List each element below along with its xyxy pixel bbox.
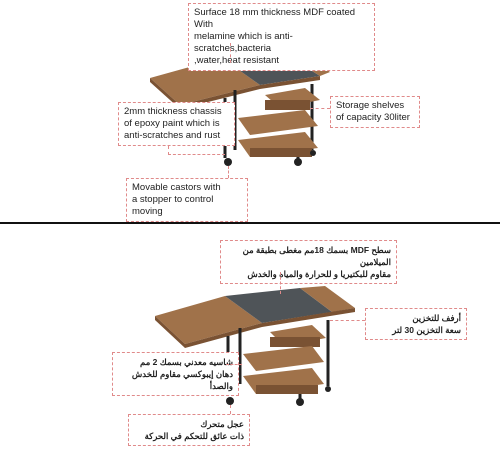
- arabic-panel: [0, 224, 500, 450]
- storage-callout-ar: أرفف للتخزين سعة التخزين 30 لتر: [365, 308, 467, 340]
- shelf-middle: [243, 346, 324, 371]
- castor: [325, 386, 331, 392]
- castor: [310, 150, 316, 156]
- chassis-callout-ar: شاسيه معدني بسمك 2 مم دهان إيبوكسي مقاوم للخدش والصدأ: [112, 352, 239, 396]
- shelf-middle: [238, 110, 318, 135]
- castors-callout-ar: عجل متحرك ذات عائق للتحكم في الحركة: [128, 414, 250, 446]
- castors-callout: Movable castors with a stopper to control moving: [126, 178, 248, 222]
- surface-callout-ar: سطح MDF بسمك 18مم مغطى بطبقة من الميلامين مقاوم للبكتيريا و للحرارة والمياه والخدش: [220, 240, 397, 284]
- chassis-callout: 2mm thickness chassis of epoxy paint which is anti-scratches and rust: [118, 102, 235, 146]
- castor: [294, 158, 302, 166]
- castor: [224, 158, 232, 166]
- castor: [296, 398, 304, 406]
- storage-callout: Storage shelves of capacity 30liter: [330, 96, 420, 128]
- surface-callout: Surface 18 mm thickness MDF coated With melamine which is anti-scratches,bacteria ,water,heat resistant: [188, 3, 375, 71]
- english-panel: [0, 0, 500, 222]
- castor: [226, 397, 234, 405]
